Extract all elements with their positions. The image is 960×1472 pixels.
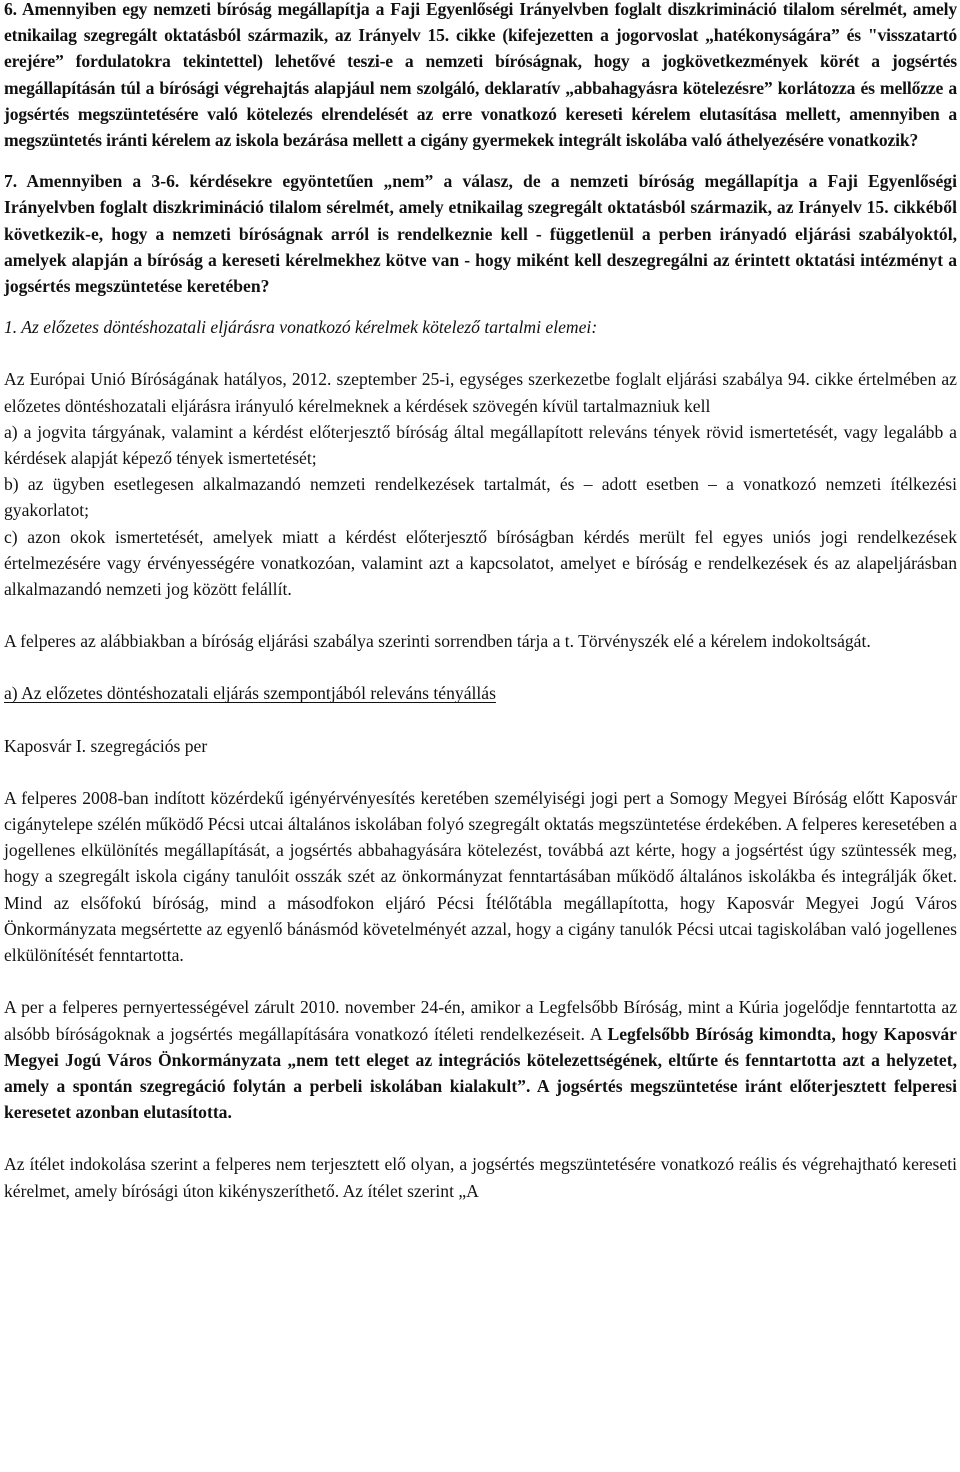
subheading-a: a) Az előzetes döntéshozatali eljárás szempontjából releváns tényállás [4, 683, 496, 704]
case-paragraph-2 [4, 994, 957, 1125]
question-7: 7. Amennyiben a 3-6. kérdésekre egyöntetűen „nem” a válasz, de a nemzeti bíróság megállapítja a Faji Egyenlőségi Irányelvben foglalt diszkrimináció tilalom sérelmét, amely etnikailag szegregált oktatásból származik, az Irányelv 15. cikkéből következik-e, hogy a nemzeti bíróságnak arról is rendelkeznie kell - függetlenül a perben irányadó eljárási szabályoktól, amelyek alapján a bíróság a kereseti kérelmekhez kötve van - hogy miként kell deszegregálni az érintett oktatási intézményt a jogsértés megszüntetése keretében? [4, 171, 957, 297]
question-6: 6. Amennyiben egy nemzeti bíróság megállapítja a Faji Egyenlőségi Irányelvben foglalt diszkrimináció tilalom sérelmét, amely etnikailag szegregált oktatásból származik, az Irányelv 15. cikke (kifejezetten a jogorvoslat „hatékonyságára” és "visszatartó erejére” fordulatokra tekintettel) lehetővé teszi-e a nemzeti bíróságnak, hogy a jogkövetkezmények körét a jogsértés megállapításán túl a bírósági végrehajtás alapjául nem szolgáló, deklaratív „abbahagyásra kötelezésre” korlátozza és mellőzze a jogsértés megszüntetésére való kötelezés elrendelését az erre vonatkozó kereseti kérelem elutasítása mellett, amennyiben a megszüntetés iránti kérelem az iskola bezárása mellett a cigány gyermekek integrált iskolába való áthelyezésére vonatkozik? [4, 0, 957, 151]
case-title: Kaposvár I. szegregációs per [4, 735, 208, 756]
rules-item-a: a) a jogvita tárgyának, valamint a kérdést előterjesztő bíróság által megállapított releváns tények rövid ismertetését, vagy legalább a kérdések alapját képező tények ismertetését; [4, 421, 957, 469]
case-paragraph-2-bold: Legfelsőbb Bíróság kimondta, hogy Kaposvár Megyei Jogú Város Önkormányzata „nem tett eleget az integrációs kötelezettségének, eltűrte és fenntartotta azt a helyzetet, amely a spontán szegregáció folytán a perbeli iskolában kialakult”. A jogsértés megszüntetése iránt előterjesztett felperesi keresetet azonban elutasította. [4, 1023, 957, 1123]
case-paragraph-1: A felperes 2008-ban indított közérdekű igényérvényesítés keretében személyiségi jogi pert a Somogy Megyei Bíróság előtt Kaposvár cigánytelepe szélén működő Pécsi utcai általános iskolában folyó szegregált oktatás megszüntetése érdekében. A felperes keresetében a jogellenes elkülönítés megállapítását, a jogsértés abbahagyására kötelezést, továbbá azt kérte, hogy a jogsértést úgy szüntessék meg, hogy a szegregált iskola cigány tanulóit osszák szét az önkormányzat fenntartásában működő általános iskolákba és integrálják őket. Mind az elsőfokú bíróság, mind a másodfokon eljáró Pécsi Ítélőtábla megállapította, hogy Kaposvár Megyei Jogú Város Önkormányzata megsértette az egyenlő bánásmód követelményét azzal, hogy a cigány tanulók Pécsi utcai tagiskolában való jogellenes elkülönítését fenntartotta. [4, 787, 957, 966]
case-paragraph-2-text: A per a felperes pernyertességével zárult 2010. november 24-én, amikor a Legfelsőbb Bíróság, mint a Kúria jogelődje fenntartotta az alsóbb bíróságoknak a jogsértés megállapítására vonatkozó ítéleti rendelkezéseit. A [4, 997, 957, 1044]
plaintiff-note: A felperes az alábbiakban a bíróság eljárási szabálya szerinti sorrendben tárja a t. Törvényszék elé a kérelem indokoltságát. [4, 631, 871, 652]
section-1-heading: 1. Az előzetes döntéshozatali eljárásra vonatkozó kérelmek kötelező tartalmi elemei: [4, 317, 598, 338]
case-paragraph-3: Az ítélet indokolása szerint a felperes nem terjesztett elő olyan, a jogsértés megszüntetésére vonatkozó reális és végrehajtható kereseti kérelmet, amely bírósági úton kikényszeríthető. Az ítélet szerint „A [4, 1154, 957, 1201]
rules-item-b: b) az ügyben esetlegesen alkalmazandó nemzeti rendelkezések tartalmát, és – adott esetben – a vonatkozó nemzeti ítélkezési gyakorlatot; [4, 474, 957, 521]
rules-intro: Az Európai Unió Bíróságának hatályos, 2012. szeptember 25-i, egységes szerkezetbe foglalt eljárási szabálya 94. cikke értelmében az előzetes döntéshozatali eljárásra irányuló kérelmeknek a kérdések szövegén kívül tartalmazniuk kell [4, 369, 957, 416]
rules-item-c: c) azon okok ismertetését, amelyek miatt a kérdést előterjesztő bíróságban kérdés merült fel egyes uniós jogi rendelkezések értelmezésére vagy érvényességére vonatkozóan, valamint azt a kapcsolatot, amelyet e bíróság e rendelkezések és az alapeljárásban alkalmazandó nemzeti jog között felállít. [4, 526, 957, 600]
document-page [4, 0, 957, 1204]
